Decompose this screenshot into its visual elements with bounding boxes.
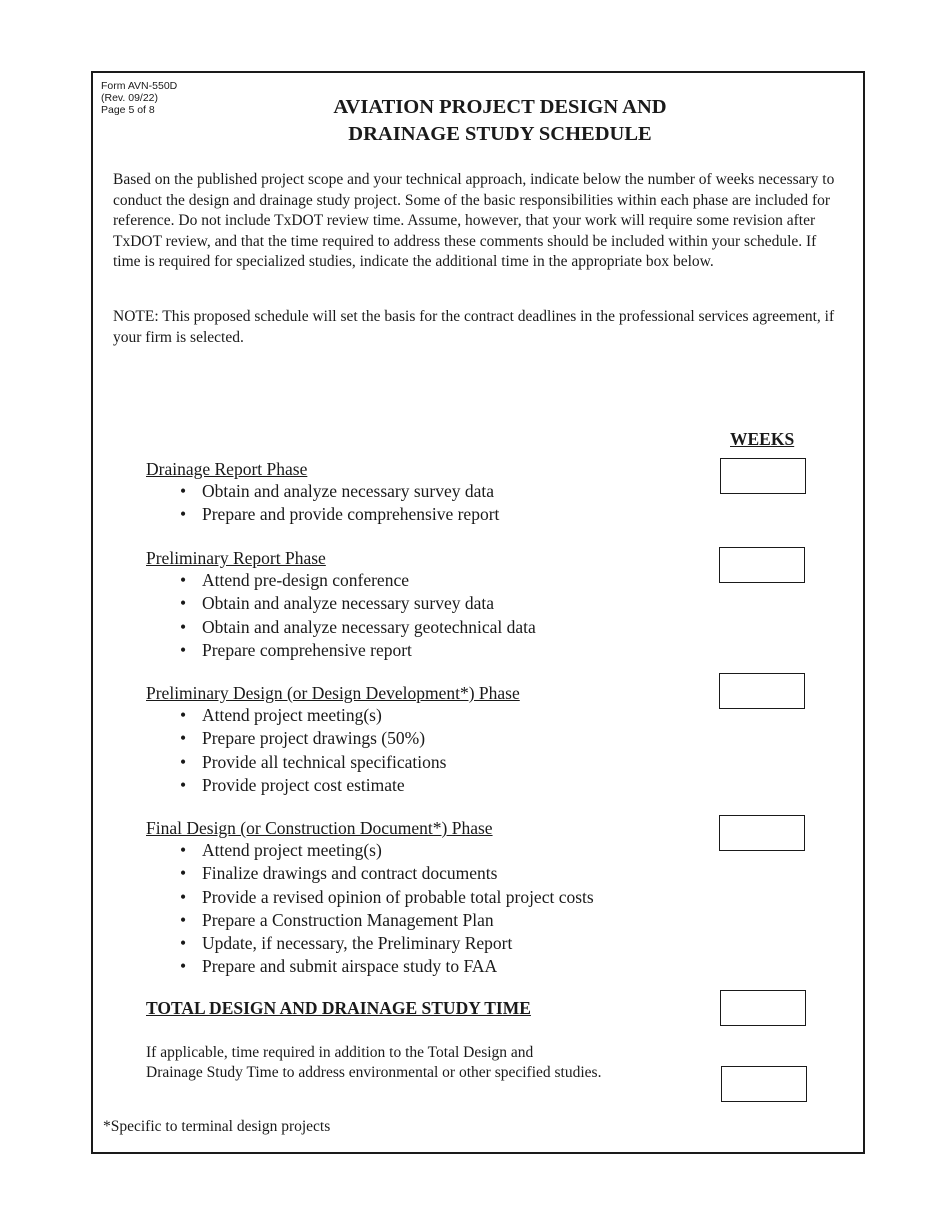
preliminary-design-phase [146,682,520,797]
list-item: • Provide all technical specifications [146,751,520,774]
phase-title: Preliminary Design (or Design Development*) Phase [146,683,520,703]
list-item: • Prepare project drawings (50%) [146,727,520,750]
phase-task-list [146,839,594,979]
phase-task-list [146,704,520,797]
bullet-icon: • [180,728,187,749]
bullet-icon: • [180,909,187,930]
preliminary-design-weeks-input[interactable] [719,673,805,709]
bullet-icon: • [180,751,187,772]
list-item: • Obtain and analyze necessary geotechnical data [146,616,536,639]
footnote: *Specific to terminal design projects [103,1118,331,1135]
page-title-line-1: AVIATION PROJECT DESIGN AND [333,96,667,118]
bullet-icon: • [180,840,187,860]
list-item: • Prepare a Construction Management Plan [146,909,594,932]
preliminary-report-weeks-input[interactable] [719,547,805,583]
bullet-icon: • [180,863,187,884]
final-design-weeks-input[interactable] [719,815,805,851]
form-number: Form AVN-550D [101,80,178,92]
list-item: • Update, if necessary, the Preliminary Report [146,932,594,955]
preliminary-report-phase [146,547,536,662]
intro-paragraph: Based on the published project scope and your technical approach, indicate below the number of weeks necessary to conduct the design and drainage study project. Some of the basic responsibilities within each phase are included for reference. Do not include TxDOT review time. Assume, however, that your work will require some revision after TxDOT review, and that the time required to address these comments should be included within your schedule. If time is required for specialized studies, indicate the additional time in the appropriate box below. [113,171,835,270]
total-time-weeks-input[interactable] [720,990,806,1026]
phase-title: Preliminary Report Phase [146,548,326,568]
bullet-icon: • [180,886,187,907]
weeks-column-header: WEEKS [730,429,795,449]
bullet-icon: • [180,956,187,977]
drainage-report-weeks-input[interactable] [720,458,806,494]
list-item: • Obtain and analyze necessary survey data [146,480,499,503]
list-item: • Provide a revised opinion of probable total project costs [146,886,594,909]
bullet-icon: • [180,504,187,525]
form-page: Page 5 of 8 [101,104,155,116]
list-item: • Prepare and submit airspace study to FAA [146,955,594,978]
final-design-phase [146,817,594,979]
bullet-icon: • [180,639,187,660]
bullet-icon: • [180,616,187,637]
bullet-icon: • [180,593,187,614]
list-item: • Prepare and provide comprehensive report [146,503,499,526]
note-paragraph: NOTE: This proposed schedule will set the basis for the contract deadlines in the professional services agreement, if your firm is selected. [113,308,835,346]
list-item: • Attend pre-design conference [146,569,536,592]
list-item: • Obtain and analyze necessary survey data [146,592,536,615]
phase-title: Drainage Report Phase [146,459,308,479]
form-revision: (Rev. 09/22) [101,92,158,104]
bullet-icon: • [180,481,187,501]
phase-task-list [146,569,536,662]
total-time-label: TOTAL DESIGN AND DRAINAGE STUDY TIME [146,998,531,1018]
list-item: • Attend project meeting(s) [146,839,594,862]
form-identifier [101,80,177,116]
phase-task-list [146,480,499,527]
list-item: • Attend project meeting(s) [146,704,520,727]
list-item: • Provide project cost estimate [146,774,520,797]
additional-time-line-2: Drainage Study Time to address environmental or other specified studies. [146,1064,602,1081]
page-title [230,94,770,148]
bullet-icon: • [180,774,187,795]
drainage-report-phase [146,458,499,527]
bullet-icon: • [180,570,187,590]
page-title-line-2: DRAINAGE STUDY SCHEDULE [348,123,652,145]
additional-time-text [146,1043,601,1083]
phase-title: Final Design (or Construction Document*) Phase [146,818,493,838]
bullet-icon: • [180,705,187,725]
bullet-icon: • [180,933,187,954]
additional-time-weeks-input[interactable] [721,1066,807,1102]
additional-time-line-1: If applicable, time required in addition to the Total Design and [146,1044,534,1061]
list-item: • Finalize drawings and contract documents [146,862,594,885]
list-item: • Prepare comprehensive report [146,639,536,662]
